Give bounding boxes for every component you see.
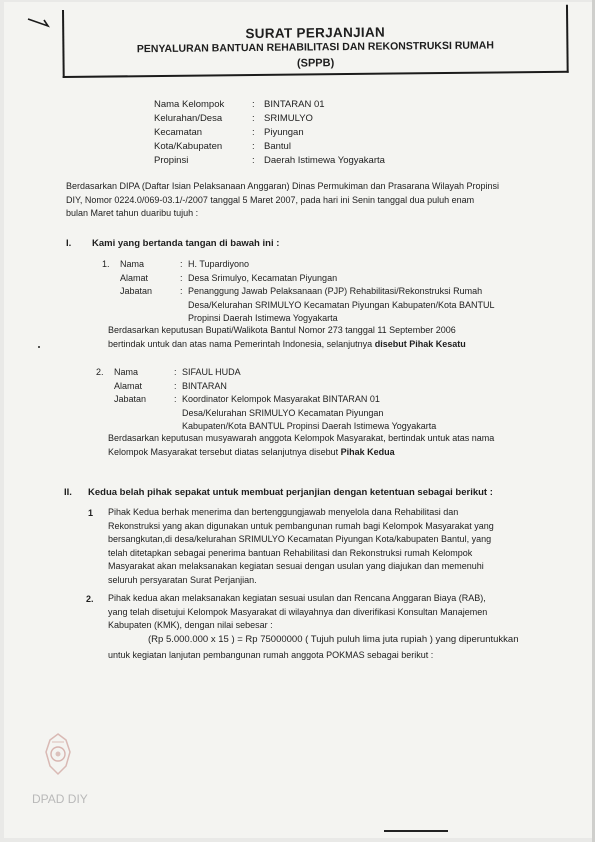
info-value: Piyungan xyxy=(264,127,304,138)
basis-line: Berdasarkan keputusan musyawarah anggota Kelompok Masyarakat, bertindak untuk atas nama xyxy=(108,433,495,443)
party-1: 1. Nama : H. Tupardiyono Alamat : Desa Srimulyo, Kecamatan Piyungan Jabatan : Penanggung Jawab Pelaksanaan (PJP) Rehabilitasi/Rekonstruksi Rumah Desa/Kelurahan SRIMULYO Kecamatan Piyungan Kabupaten/Kota BANTUL Propinsi Daerah Istimewa Yogyakarta xyxy=(102,258,518,326)
clause-2-number: 2. xyxy=(86,594,94,604)
info-row: Propinsi : Daerah Istimewa Yogyakarta xyxy=(154,155,385,166)
jabatan-line: Koordinator Kelompok Masyarakat BINTARAN 01 xyxy=(182,394,380,404)
jabatan-label: Jabatan xyxy=(114,394,147,404)
intro-line: Berdasarkan DIPA (Daftar Isian Pelaksanaan Anggaran) Dinas Permukiman dan Prasarana Wilayah Propinsi xyxy=(66,181,500,191)
clause-line: seluruh persyaratan Surat Perjanjian. xyxy=(108,574,257,585)
seal-emblem xyxy=(42,732,74,776)
corner-stroke-mark xyxy=(26,16,52,30)
section-1-title: Kami yang bertanda tangan di bawah ini : xyxy=(92,238,280,249)
clause-line: bersangkutan,di desa/kelurahan SRIMULYO Kecamatan Piyungan Kota/kabupaten Bantul, yang xyxy=(108,534,492,544)
document-page xyxy=(4,2,592,838)
document-code: (SPPB) xyxy=(296,57,335,70)
archive-watermark: DPAD DIY xyxy=(32,792,88,806)
clause-line: Pihak Kedua berhak menerima dan bertenggungjawab menyelola dana Rehabilitasi dan xyxy=(108,507,459,517)
clause-line: Kabupaten (KMK), dengan nilai sebesar : xyxy=(108,620,273,630)
clause-line: telah ditetapkan sebagai penerima bantuan Rehabilitasi dan Rekonstruksi rumah Kelompok xyxy=(108,547,473,558)
title-frame xyxy=(62,5,569,78)
section-2-number: II. xyxy=(64,487,72,498)
info-row: Kelurahan/Desa : SRIMULYO xyxy=(154,113,313,124)
amount-calculation: (Rp 5.000.000 x 15 ) = Rp 75000000 ( Tujuh puluh lima juta rupiah ) yang diperuntukkan xyxy=(148,634,519,645)
party-number: 1. xyxy=(102,259,110,269)
jabatan-label: Jabatan xyxy=(120,286,153,296)
party-1-designation: disebut Pihak Kesatu xyxy=(374,338,466,349)
intro-line: bulan Maret tahun duaribu tujuh : xyxy=(66,208,199,218)
info-row: Kota/Kabupaten : Bantul xyxy=(154,141,291,152)
basis-line: bertindak untuk dan atas nama Pemerintah Indonesia, selanjutnya xyxy=(108,338,373,349)
info-value: BINTARAN 01 xyxy=(264,99,325,110)
group-info xyxy=(154,98,385,168)
party-2-designation: Pihak Kedua xyxy=(340,446,395,457)
clause-2-continuation: untuk kegiatan lanjutan pembangunan rumah anggota POKMAS sebagai berikut : xyxy=(108,650,434,660)
info-label: Propinsi xyxy=(154,155,189,166)
info-value: SRIMULYO xyxy=(264,113,313,124)
info-label: Kecamatan xyxy=(154,127,203,138)
nama-value: H. Tupardiyono xyxy=(188,259,250,269)
nama-label: Nama xyxy=(120,259,145,269)
info-label: Kota/Kabupaten xyxy=(154,141,223,152)
party-2-basis xyxy=(108,432,554,459)
clause-line: yang telah disetujui Kelompok Masyarakat di wilayahnya dan diverifikasi Konsultan Manajemen xyxy=(108,606,488,617)
info-value: Daerah Istimewa Yogyakarta xyxy=(264,155,385,166)
clause-line: Rekonstruksi yang akan digunakan untuk pembangunan rumah bagi Kelompok Masyarakat yang xyxy=(108,520,494,531)
document-title: SURAT PERJANJIAN xyxy=(245,24,386,42)
document-subtitle: PENYALURAN BANTUAN REHABILITASI DAN REKONSTRUKSI RUMAH xyxy=(136,39,494,56)
party-2: 2. Nama : SIFAUL HUDA Alamat : BINTARAN Jabatan : Koordinator Kelompok Masyarakat BINTARAN 01 Desa/Kelurahan SRIMULYO Kecamatan Piyungan Kabupaten/Kota BANTUL Propinsi Daerah Istimewa Yogyakarta xyxy=(96,366,512,434)
footer-rule xyxy=(384,830,448,832)
scan-speck xyxy=(38,346,40,348)
jabatan-line: Desa/Kelurahan SRIMULYO Kecamatan Piyungan Kabupaten/Kota BANTUL xyxy=(188,299,495,310)
party-1-basis xyxy=(108,324,548,351)
alamat-label: Alamat xyxy=(120,272,149,283)
clause-1-number: 1 xyxy=(88,508,94,518)
intro-line: DIY, Nomor 0224.0/069-03.1/-/2007 tanggal 5 Maret 2007, pada hari ini Senin tanggal dua puluh enam xyxy=(66,194,475,205)
section-1-number: I. xyxy=(66,238,72,249)
jabatan-line: Penanggung Jawab Pelaksanaan (PJP) Rehabilitasi/Rekonstruksi Rumah xyxy=(188,286,483,296)
alamat-value: Desa Srimulyo, Kecamatan Piyungan xyxy=(188,272,338,283)
info-value: Bantul xyxy=(264,141,291,152)
section-2-title: Kedua belah pihak sepakat untuk membuat perjanjian dengan ketentuan sebagai berikut : xyxy=(88,487,493,498)
info-label: Kelurahan/Desa xyxy=(154,113,223,124)
nama-label: Nama xyxy=(114,367,139,377)
alamat-value: BINTARAN xyxy=(182,380,227,391)
alamat-label: Alamat xyxy=(114,380,143,391)
clause-1-text xyxy=(108,506,560,587)
info-row: Kecamatan : Piyungan xyxy=(154,127,304,138)
jabatan-line: Propinsi Daerah Istimewa Yogyakarta xyxy=(188,313,338,323)
party-number: 2. xyxy=(96,367,104,377)
clause-2-text xyxy=(108,592,560,633)
info-row: Nama Kelompok : BINTARAN 01 xyxy=(154,99,325,110)
basis-line: Berdasarkan keputusan Bupati/Walikota Bantul Nomor 273 tanggal 11 September 2006 xyxy=(108,325,456,335)
clause-line: Pihak kedua akan melaksanakan kegiatan sesuai usulan dan Rencana Anggaran Biaya (RAB), xyxy=(108,593,486,603)
jabatan-line: Desa/Kelurahan SRIMULYO Kecamatan Piyungan xyxy=(182,407,384,418)
jabatan-line: Kabupaten/Kota BANTUL Propinsi Daerah Istimewa Yogyakarta xyxy=(182,421,437,431)
clause-line: Masyarakat akan melaksanakan kegiatan sesuai dengan usulan yang diajukan dan memenuhi xyxy=(108,561,484,571)
basis-line: Kelompok Masyarakat tersebut diatas selanjutnya disebut xyxy=(108,446,339,457)
nama-value: SIFAUL HUDA xyxy=(182,367,241,377)
intro-paragraph xyxy=(66,180,564,221)
info-label: Nama Kelompok xyxy=(154,99,225,110)
